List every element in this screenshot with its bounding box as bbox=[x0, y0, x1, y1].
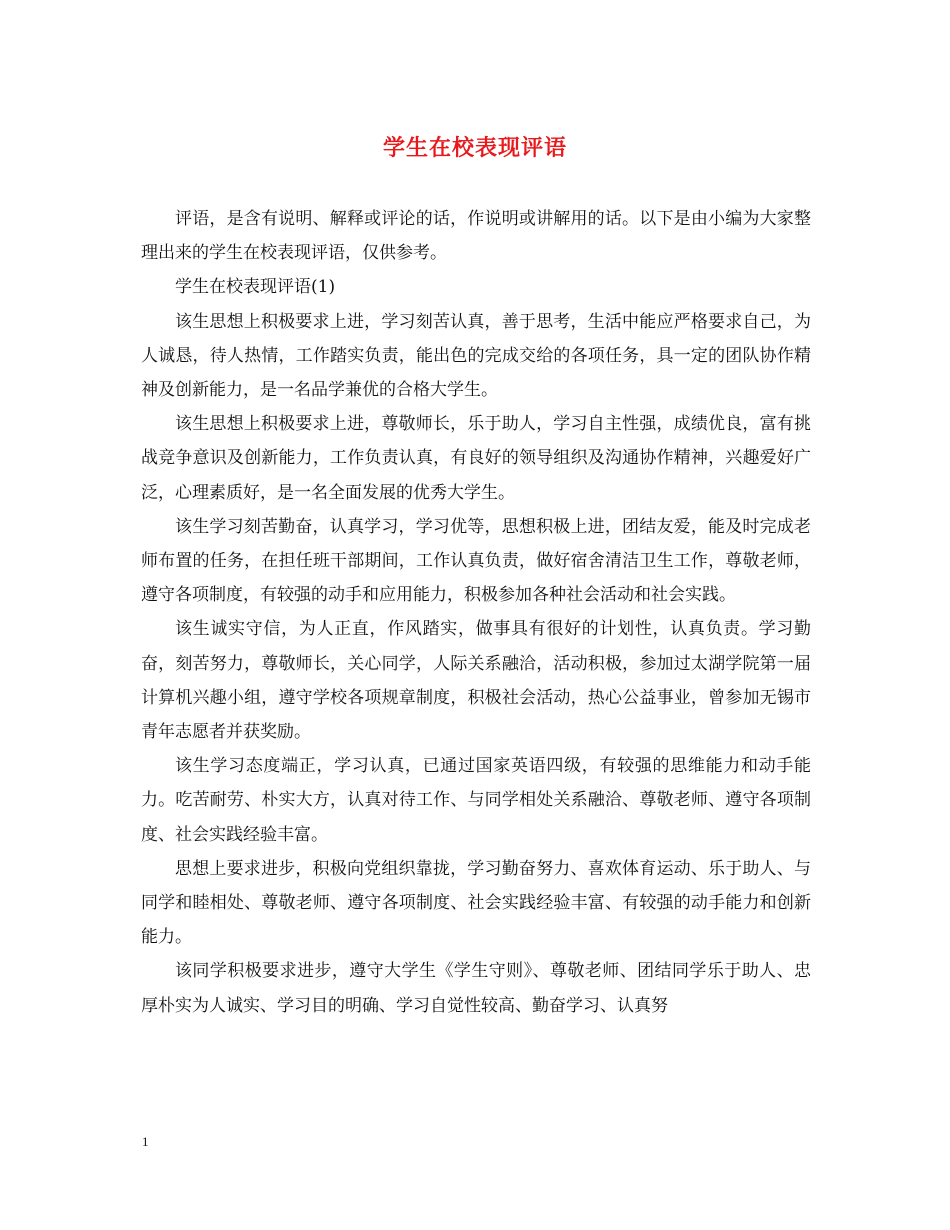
document-title: 学生在校表现评语 bbox=[382, 135, 567, 161]
paragraph-comment-7: 该同学积极要求进步，遵守大学生《学生守则》、尊敬老师、团结同学乐于助人、忠厚朴实为人诚实、学习目的明确、学习自觉性较高、勤奋学习、认真努 bbox=[141, 961, 811, 1016]
paragraph-comment-2: 该生思想上积极要求上进，尊敬师长，乐于助人，学习自主性强，成绩优良，富有挑战竞争意识及创新能力，工作负责认真，有良好的领导组织及沟通协作精神，兴趣爱好广泛，心理素质好，是一名全面发展的优秀大学生。 bbox=[141, 414, 811, 503]
paragraph-intro: 评语，是含有说明、解释或评论的话，作说明或讲解用的话。以下是由小编为大家整理出来的学生在校表现评语，仅供参考。 bbox=[141, 209, 811, 264]
page-number: 1 bbox=[142, 1134, 149, 1149]
section-heading: 学生在校表现评语(1) bbox=[175, 277, 336, 298]
paragraph-comment-4: 该生诚实守信，为人正直，作风踏实，做事具有很好的计划性，认真负责。学习勤奋，刻苦努力，尊敬师长，关心同学，人际关系融洽，活动积极，参加过太湖学院第一届计算机兴趣小组，遵守学校各项规章制度，积极社会活动，热心公益事业，曾参加无锡市青年志愿者并获奖励。 bbox=[141, 619, 811, 743]
document-body bbox=[141, 202, 811, 1023]
paragraph-comment-1: 该生思想上积极要求上进，学习刻苦认真，善于思考，生活中能应严格要求自己，为人诚恳，待人热情，工作踏实负责，能出色的完成交给的各项任务，具一定的团队协作精神及创新能力，是一名品学兼优的合格大学生。 bbox=[141, 311, 811, 401]
paragraph-comment-6: 思想上要求进步，积极向党组织靠拢，学习勤奋努力、喜欢体育运动、乐于助人、与同学和睦相处、尊敬老师、遵守各项制度、社会实践经验丰富、有较强的动手能力和创新能力。 bbox=[141, 858, 811, 948]
paragraph-comment-5: 该生学习态度端正，学习认真，已通过国家英语四级，有较强的思维能力和动手能力。吃苦耐劳、朴实大方，认真对待工作、与同学相处关系融洽、尊敬老师、遵守各项制度、社会实践经验丰富。 bbox=[141, 756, 811, 845]
paragraph-comment-3: 该生学习刻苦勤奋，认真学习，学习优等，思想积极上进，团结友爱，能及时完成老师布置的任务，在担任班干部期间，工作认真负责，做好宿舍清洁卫生工作，尊敬老师，遵守各项制度，有较强的动手和应用能力，积极参加各种社会活动和社会实践。 bbox=[141, 516, 811, 606]
